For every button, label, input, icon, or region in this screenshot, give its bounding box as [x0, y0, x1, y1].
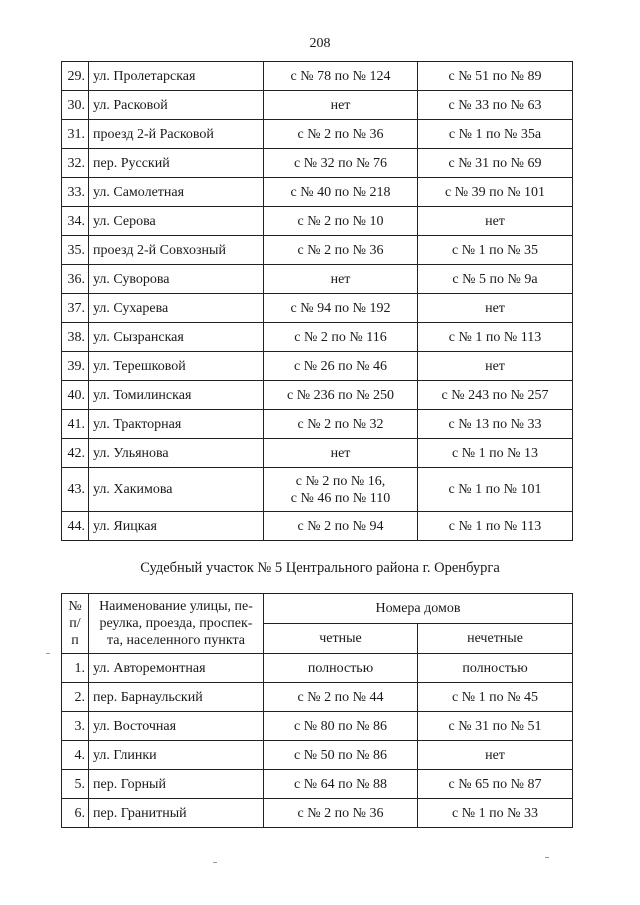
table-row	[62, 149, 573, 178]
even-numbers: с № 64 по № 88	[264, 770, 418, 799]
street-name: ул. Сухарева	[89, 294, 264, 323]
table-row	[62, 120, 573, 149]
odd-numbers: с № 1 по № 35	[418, 236, 573, 265]
even-numbers: нет	[264, 265, 418, 294]
even-numbers-line2: с № 46 по № 110	[290, 490, 391, 506]
row-number: 35.	[62, 236, 89, 265]
odd-numbers: полностью	[418, 654, 573, 683]
odd-numbers: нет	[418, 741, 573, 770]
odd-numbers: с № 13 по № 33	[418, 410, 573, 439]
row-number: 30.	[62, 91, 89, 120]
street-name: ул. Сызранская	[89, 323, 264, 352]
streets-table-continued	[61, 61, 573, 541]
odd-numbers: с № 1 по № 13	[418, 439, 573, 468]
odd-numbers: с № 1 по № 33	[418, 799, 573, 828]
row-number: 39.	[62, 352, 89, 381]
odd-numbers: с № 31 по № 69	[418, 149, 573, 178]
even-numbers: с № 40 по № 218	[264, 178, 418, 207]
table-row	[62, 323, 573, 352]
header-even: четные	[264, 624, 418, 654]
even-numbers: с № 2 по № 32	[264, 410, 418, 439]
street-name: ул. Суворова	[89, 265, 264, 294]
odd-numbers: с № 31 по № 51	[418, 712, 573, 741]
table-row	[62, 439, 573, 468]
section-title: Судебный участок № 5 Центрального района г. Оренбурга	[140, 560, 500, 576]
scan-speck	[545, 857, 549, 858]
even-numbers: с № 26 по № 46	[264, 352, 418, 381]
even-numbers: с № 2 по № 36	[264, 120, 418, 149]
table-row	[62, 207, 573, 236]
odd-numbers: с № 1 по № 113	[418, 512, 573, 541]
scan-speck	[213, 862, 217, 863]
table-row	[62, 770, 573, 799]
header-odd: нечетные	[418, 624, 573, 654]
odd-numbers: нет	[418, 294, 573, 323]
odd-numbers: с № 39 по № 101	[418, 178, 573, 207]
even-numbers	[264, 468, 418, 512]
court-district-table-body	[62, 654, 573, 828]
row-number: 40.	[62, 381, 89, 410]
even-numbers: с № 94 по № 192	[264, 294, 418, 323]
even-numbers: с № 2 по № 10	[264, 207, 418, 236]
row-number: 2.	[62, 683, 89, 712]
court-district-5-table	[61, 593, 573, 828]
street-name: ул. Хакимова	[89, 468, 264, 512]
table-row	[62, 265, 573, 294]
table-row	[62, 512, 573, 541]
even-numbers-line1: с № 2 по № 16,	[295, 473, 386, 489]
header-house-numbers: Номера домов	[264, 594, 573, 624]
row-number: 36.	[62, 265, 89, 294]
header-street-line1: Наименование улицы, пе-	[99, 599, 253, 614]
row-number: 37.	[62, 294, 89, 323]
even-numbers: полностью	[264, 654, 418, 683]
row-number: 1.	[62, 654, 89, 683]
even-numbers: с № 2 по № 94	[264, 512, 418, 541]
row-number: 29.	[62, 62, 89, 91]
street-name: ул. Самолетная	[89, 178, 264, 207]
header-number	[62, 594, 89, 654]
odd-numbers: с № 65 по № 87	[418, 770, 573, 799]
street-name: ул. Томилинская	[89, 381, 264, 410]
table-row	[62, 381, 573, 410]
page-number: 208	[309, 36, 331, 51]
odd-numbers: с № 33 по № 63	[418, 91, 573, 120]
row-number: 31.	[62, 120, 89, 149]
odd-numbers: с № 1 по № 45	[418, 683, 573, 712]
even-numbers: с № 78 по № 124	[264, 62, 418, 91]
street-name: пер. Барнаульский	[89, 683, 264, 712]
even-numbers: с № 2 по № 116	[264, 323, 418, 352]
row-number: 6.	[62, 799, 89, 828]
street-name: пер. Горный	[89, 770, 264, 799]
row-number: 32.	[62, 149, 89, 178]
street-name: пер. Гранитный	[89, 799, 264, 828]
odd-numbers: с № 243 по № 257	[418, 381, 573, 410]
even-numbers: с № 236 по № 250	[264, 381, 418, 410]
table-row	[62, 294, 573, 323]
odd-numbers: с № 1 по № 113	[418, 323, 573, 352]
row-number: 42.	[62, 439, 89, 468]
table-row	[62, 236, 573, 265]
table-row	[62, 683, 573, 712]
even-numbers: нет	[264, 91, 418, 120]
street-name: ул. Ульянова	[89, 439, 264, 468]
street-name: проезд 2-й Расковой	[89, 120, 264, 149]
street-name: ул. Тракторная	[89, 410, 264, 439]
scan-speck	[46, 653, 50, 654]
header-street-line3: та, населенного пункта	[107, 633, 245, 648]
street-name: ул. Расковой	[89, 91, 264, 120]
streets-table-body	[62, 62, 573, 541]
street-name: ул. Пролетарская	[89, 62, 264, 91]
table-row	[62, 410, 573, 439]
even-numbers: с № 2 по № 44	[264, 683, 418, 712]
odd-numbers: нет	[418, 207, 573, 236]
street-name: ул. Яицкая	[89, 512, 264, 541]
header-number-line2: п/п	[69, 616, 81, 648]
odd-numbers: нет	[418, 352, 573, 381]
table-row	[62, 654, 573, 683]
even-numbers: нет	[264, 439, 418, 468]
table-row	[62, 62, 573, 91]
odd-numbers: с № 1 по № 101	[418, 468, 573, 512]
street-name: ул. Серова	[89, 207, 264, 236]
even-numbers: с № 2 по № 36	[264, 236, 418, 265]
table-row	[62, 352, 573, 381]
header-number-line1: №	[68, 599, 82, 614]
row-number: 4.	[62, 741, 89, 770]
street-name: ул. Восточная	[89, 712, 264, 741]
odd-numbers: с № 51 по № 89	[418, 62, 573, 91]
street-name: ул. Терешковой	[89, 352, 264, 381]
street-name: ул. Авторемонтная	[89, 654, 264, 683]
table-row	[62, 741, 573, 770]
row-number: 5.	[62, 770, 89, 799]
street-name: пер. Русский	[89, 149, 264, 178]
header-street-name	[89, 594, 264, 654]
row-number: 38.	[62, 323, 89, 352]
even-numbers: с № 80 по № 86	[264, 712, 418, 741]
row-number: 44.	[62, 512, 89, 541]
row-number: 33.	[62, 178, 89, 207]
table-header	[62, 594, 573, 654]
street-name: ул. Глинки	[89, 741, 264, 770]
table-row	[62, 91, 573, 120]
even-numbers: с № 2 по № 36	[264, 799, 418, 828]
even-numbers: с № 32 по № 76	[264, 149, 418, 178]
table-row	[62, 799, 573, 828]
row-number: 41.	[62, 410, 89, 439]
header-street-line2: реулка, проезда, проспек-	[99, 616, 253, 631]
odd-numbers: с № 5 по № 9а	[418, 265, 573, 294]
table-row	[62, 468, 573, 512]
row-number: 3.	[62, 712, 89, 741]
row-number: 43.	[62, 468, 89, 512]
odd-numbers: с № 1 по № 35а	[418, 120, 573, 149]
street-name: проезд 2-й Совхозный	[89, 236, 264, 265]
table-row	[62, 178, 573, 207]
even-numbers: с № 50 по № 86	[264, 741, 418, 770]
table-row	[62, 712, 573, 741]
row-number: 34.	[62, 207, 89, 236]
